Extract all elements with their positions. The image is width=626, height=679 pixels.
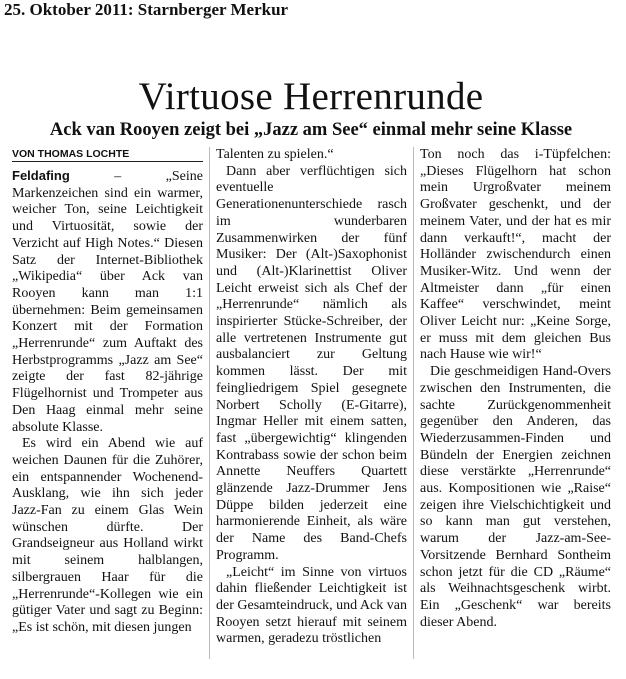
byline: VON THOMAS LOCHTE: [12, 147, 203, 162]
article-headline: Virtuose Herrenrunde: [138, 75, 484, 118]
article-column-2: [216, 147, 407, 648]
paragraph: Es wird ein Abend wie auf weichen Daunen für die Zuhörer, ein entspannender Wochenend-Ausklang, wie ihn sich jeder Jazz-Fan zu einem Glas Wein wünschen dürfte. Der Grandseigneur aus Holland wirkt mit seinem halblangen, silbergrauen Haar für die „Herrenrunde“-Kollegen wie ein gütiger Vater und sagt zu Beginn: „Es ist schön, mit diesen jungen: [12, 436, 203, 635]
paragraph: „Leicht“ im Sinne von virtuos dahin fließender Leichtigkeit ist der Gesamteindruck, und Ack van Rooyen setzt hierauf mit seinem warmen, geradezu tröstlichen: [216, 564, 407, 647]
paragraph: Die geschmeidigen Hand-Overs zwischen den Instrumenten, die sachte Zurückgenommenheit gegenüber den Anderen, das Wiederzusammen-Finden und Bündeln der Energien zeichnen diese verstärkte „Herrenrunde“ aus. Kompositionen wie „Raise“ zeigen ihre Vielschichtigkeit und so kann man gut verstehen, warum der Jazz-am-See-Vorsitzende Bernhard Sontheim schon jetzt für die CD „Räume“ als Weihnachtsgeschenk wirbt. Ein „Geschenk“ war bereits dieser Abend.: [420, 364, 611, 630]
article-column-3: [420, 147, 611, 631]
paragraph: Talenten zu spielen.“: [216, 147, 334, 162]
column-divider: [209, 147, 210, 659]
paragraph: [12, 168, 203, 436]
paragraph: Dann aber verflüchtigen sich eventuelle Generationenunterschiede rasch im wunderbaren Zusammenwirken der fünf Musiker: Der (Alt-)Saxophonist und (Alt-)Klarinettist Oliver Leicht erweist sich als Chef der „Herrenrunde“ nämlich als inspirierter Stücke-Schreiber, der alle vertretenen Instrumente gut ausbalanciert zur Geltung kommen lässt. Der mit feingliedrigem Spiel gesegnete Norbert Scholly (E-Gitarre), Ingmar Heller mit einem satten, fast „übergewichtig“ klingenden Kontrabass sowie der schon beim Annette Neuffers Quartett glänzende Jazz-Drummer Jens Düppe bilden jederzeit eine harmonierende Einheit, als wäre der Name des Band-Chefs Programm.: [216, 163, 407, 563]
article-column-1: [12, 168, 203, 637]
paragraph-text: – „Seine Markenzeichen sind ein warmer, weicher Ton, seine Leichtigkeit und Virtuosität, sowie der Verzicht auf High Notes.“ Diesen Satz der Internet-Bibliothek „Wikipedia“ über Ack van Rooyen kann man 1:1 übernehmen: Beim gemeinsamen Konzert mit der Formation „Herrenrunde“ zum Auftakt des Herbstprogramms „Jazz am See“ zeigte der fast 82-jährige Flügelhornist und Trompeter aus Den Haag einmal mehr seine absolute Klasse.: [12, 169, 203, 435]
column-divider: [413, 147, 414, 659]
paragraph: Ton noch das i-Tüpfelchen: „Dieses Flügelhorn hat schon mein Urgroßvater meinem Großvater geschenkt, und der meinem Vater, und der hat es mir dann verkauft!“, macht der Holländer zwischendurch einen Musiker-Witz. Und wenn der Altmeister dann „für einen Kaffee“ verschwindet, meint Oliver Leicht nur: „Keine Sorge, er muss mit dem gleichen Bus nach Hause wie wir!“: [420, 147, 611, 363]
article-subheadline: Ack van Rooyen zeigt bei „Jazz am See“ einmal mehr seine Klasse: [49, 120, 573, 140]
newspaper-clipping: [12, 75, 611, 647]
dateline: 25. Oktober 2011: Starnberger Merkur: [4, 0, 289, 19]
place-name: Feldafing: [12, 168, 70, 183]
